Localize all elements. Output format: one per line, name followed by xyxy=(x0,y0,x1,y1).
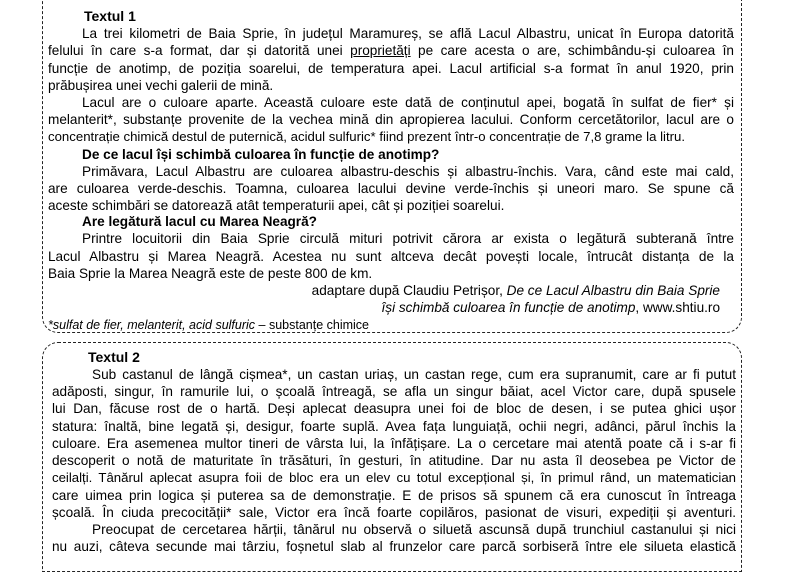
underlined-word: proprietăți xyxy=(350,43,411,58)
text1-line: aceste schimbări se datorează atât temperaturii apei, cât și poziției soarelui. xyxy=(48,198,505,213)
text1-line: Primăvara, Lacul Albastru are culoarea albastru-deschis și albastru-închis. Vara, când este mai cald, xyxy=(82,164,734,179)
text2-line: adăposti, singur, în ramurile lui, o școală întreagă, se afla un singur băiat, acel Victor care, după spusele xyxy=(52,384,736,399)
footnote: *sulfat de fier, melanterit, acid sulfuric – substanțe chimice xyxy=(48,318,369,332)
text1-line: Baia Sprie la Marea Neagră este de peste 800 de km. xyxy=(48,266,373,281)
text1-line: Lacul Albastru și Marea Neagră. Acestea nu sunt altceva decât povești locale, întrucât distanța de la xyxy=(48,249,734,264)
text2-line: Sub castanul de lângă cișmea*, un castan uriaș, un castan rege, cum era supranumit, care ar fi putut xyxy=(92,367,736,382)
text2-line: nu auzi, câteva secunde mai târziu, foșnetul slab al frunzelor care parcă sorbiseră între ele silueta elastică xyxy=(52,539,736,554)
text1-line: are culoarea verde-deschis. Toamna, culoarea lacului devine verde-închis și uneori maro. Se spune că xyxy=(48,181,734,196)
text2-line: descoperit o notă de maturitate în trăsături, în gesturi, în atitudine. Dar nu asta îl deosebea pe Victor de xyxy=(52,453,736,468)
text1-line: funcție de anotimp, de poziția soarelui, de temperatura apei. Lacul artificial s-a format în anul 1920, prin xyxy=(48,61,734,76)
subheading-question-2: Are legătură lacul cu Marea Neagră? xyxy=(82,214,317,229)
text1-line: concentrație chimică destul de puternică, acidul sulfuric* fiind prezent într-o concentrație de 7,8 grame la litru. xyxy=(48,129,685,144)
text1-line: Lacul are o culoare aparte. Această culoare este dată de conținutul apei, bogată în sulfat de fier* și xyxy=(82,95,734,110)
text1-title: Textul 1 xyxy=(84,8,136,24)
text2-line: care uimea prin logica și puterea sa de demonstrație. E de prisos să spunem că era cunoscut în întreaga xyxy=(52,488,736,503)
text2-line: lui Dan, făcuse rost de o hartă. Deși aplecat deasupra unei foi de bloc de desen, i se putea ghici ușor xyxy=(52,401,736,416)
text1-line: felului în care s-a format, dar și datorită unei proprietăți pe care acesta o are, schimbându-și culoarea în xyxy=(48,43,734,58)
source-citation: adaptare după Claudiu Petrișor, De ce Lacul Albastru din Baia Sprie xyxy=(311,283,720,298)
text1-line: melanterit*, substanțe provenite de la vechea mină din apropierea lacului. Conform cercetătorilor, lacul are o xyxy=(48,112,734,127)
text2-line: statura: înaltă, bine legată și, desigur, foarte suplă. Avea fața lunguiață, ochii negri, adânci, părul închis la xyxy=(52,419,736,434)
text1-line: Printre locuitorii din Baia Sprie circulă mituri potrivit cărora ar exista o legătură subterană între xyxy=(82,231,734,246)
source-citation: își schimbă culoarea în funcție de anotimp, www.shtiu.ro xyxy=(381,300,720,315)
text2-title: Textul 2 xyxy=(88,349,140,365)
text2-line: culoare. Era asemenea multor tineri de vârsta lui, la înfățișare. La o cercetare mai atentă poate că i s-ar fi xyxy=(52,436,736,451)
text2-line: ceilalți. Tânărul aplecat asupra foii de bloc era un elev cu totul excepțional și, în primul rând, un matematician xyxy=(52,470,736,485)
subheading-question-1: De ce lacul își schimbă culoarea în funcție de anotimp? xyxy=(82,147,440,162)
text2-line: Preocupat de cercetarea hărții, tânărul nu observă o siluetă ascunsă după trunchiul castanului și nici xyxy=(92,522,736,537)
text1-line: La trei kilometri de Baia Sprie, în județul Maramureș, se află Lacul Albastru, unicat în Europa datorită xyxy=(82,26,734,41)
text1-line: prăbușirea unei vechi galerii de mină. xyxy=(48,78,274,93)
text2-line: școală. În ciuda precocității* sale, Victor era încă foarte copilăros, pasionat de visuri, expediții și aventuri. xyxy=(52,505,736,520)
